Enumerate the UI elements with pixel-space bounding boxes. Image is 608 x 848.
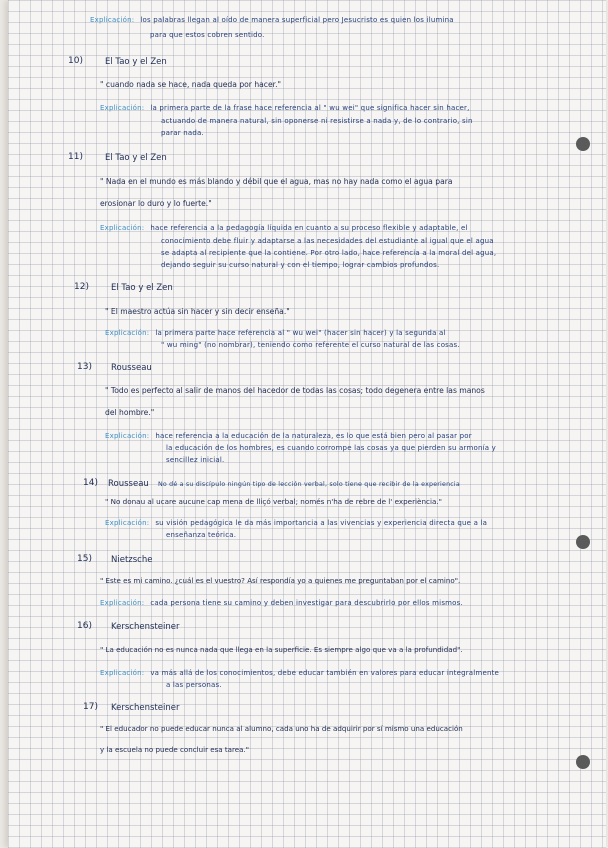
explanation-line: la educación de los hombres, es cuando corrompe las cosas ya que pierden su armonía y xyxy=(166,444,497,452)
item-quote: " El maestro actúa sin hacer y sin decir enseña." xyxy=(105,307,290,316)
item-explanation: Explicación: hace referencia a la educación de la naturaleza, es lo que está bien pero al pasar por xyxy=(105,432,472,440)
item-number: 10) xyxy=(68,56,83,66)
notebook-page xyxy=(8,0,606,848)
item-quote: erosionar lo duro y lo fuerte." xyxy=(100,199,212,208)
explanation-label: Explicación: xyxy=(105,329,150,337)
explanation-label: Explicación: xyxy=(100,669,145,677)
item-quote: " La educación no es nunca nada que llega en la superficie. Es siempre algo que va a la profundidad". xyxy=(100,645,463,654)
item-heading: Rousseau xyxy=(108,479,149,489)
item-quote: y la escuela no puede concluir esa tarea." xyxy=(100,745,250,754)
item-number: 17) xyxy=(83,702,98,712)
explanation-line: parar nada. xyxy=(161,129,204,137)
explanation-line: " wu ming" (no nombrar), teniendo como referente el curso natural de las cosas. xyxy=(161,341,460,349)
item-heading: El Tao y el Zen xyxy=(105,153,167,163)
translation-note: No dé a su discípulo ningún tipo de lección verbal, solo tiene que recibir de la experiencia xyxy=(158,481,460,488)
explanation-line: se adapta al recipiente que la contiene. Por otro lado, hace referencia a la moral del agua, xyxy=(161,249,497,257)
item-explanation: Explicación: hace referencia a la pedagogía líquida en cuanto a su proceso flexible y adaptable, el xyxy=(100,224,468,232)
explanation-line: enseñanza teórica. xyxy=(166,531,237,539)
item-heading: Kerschensteiner xyxy=(111,703,180,713)
item-number: 16) xyxy=(77,621,92,631)
item-explanation: Explicación: va más allá de los conocimientos, debe educar también en valores para educar integralmente xyxy=(100,669,500,677)
explanation-line: sencillez inicial. xyxy=(166,456,225,464)
explanation-line: actuando de manera natural, sin oponerse ni resistirse a nada y, de lo contrario, sin xyxy=(161,117,473,125)
item-heading: El Tao y el Zen xyxy=(111,283,173,293)
item-quote: " Este es mi camino. ¿cuál es el vuestro? Así respondía yo a quienes me preguntaban por el camino". xyxy=(100,576,461,585)
binder-hole xyxy=(576,755,590,769)
item-quote: " cuando nada se hace, nada queda por hacer." xyxy=(100,80,281,89)
item-heading: Nietzsche xyxy=(111,555,153,565)
explanation-label: Explicación: xyxy=(100,104,145,112)
explanation-line: conocimiento debe fluir y adaptarse a las necesidades del estudiante al igual que el agua xyxy=(161,237,494,245)
item-quote: " Todo es perfecto al salir de manos del hacedor de todas las cosas; todo degenera entre las manos xyxy=(105,386,485,395)
item-heading: Kerschensteiner xyxy=(111,622,180,632)
item-explanation: Explicación: la primera parte de la frase hace referencia al " wu wei" que significa hacer sin hacer, xyxy=(100,104,470,112)
intro-text: los palabras llegan al oído de manera superficial pero Jesucristo es quien los ilumina xyxy=(140,16,454,24)
item-number: 13) xyxy=(77,362,92,372)
item-quote: " El educador no puede educar nunca al alumno, cada uno ha de adquirir por sí mismo una educación xyxy=(100,724,463,733)
explanation-label: Explicación: xyxy=(100,224,145,232)
item-explanation: Explicación: cada persona tiene su camino y deben investigar para descubrirlo por ellos mismos. xyxy=(100,599,463,607)
item-quote: " Nada en el mundo es más blando y débil que el agua, mas no hay nada como el agua para xyxy=(100,177,453,186)
item-number: 14) xyxy=(83,478,98,488)
explanation-label: Explicación: xyxy=(105,432,150,440)
item-quote: del hombre." xyxy=(105,408,155,417)
item-explanation: Explicación: su visión pedagógica le da más importancia a las vivencias y experiencia directa que a la xyxy=(105,519,488,527)
intro-line-2: para que estos cobren sentido. xyxy=(150,31,265,39)
binder-hole xyxy=(576,137,590,151)
item-quote: " No donau al ucare aucune cap mena de lliçó verbal; només n'ha de rebre de l' experiència." xyxy=(105,497,442,506)
binder-hole xyxy=(576,535,590,549)
item-heading: Rousseau xyxy=(111,363,152,373)
explanation-line: dejando seguir su curso natural y con el tiempo, lograr cambios profundos. xyxy=(161,261,440,269)
item-heading: El Tao y el Zen xyxy=(105,57,167,67)
explanation-label: Explicación: xyxy=(90,16,135,24)
intro-line xyxy=(90,16,454,24)
explanation-label: Explicación: xyxy=(100,599,145,607)
item-number: 11) xyxy=(68,152,83,162)
item-explanation: Explicación: la primera parte hace referencia al " wu wei" (hacer sin hacer) y la segunda al xyxy=(105,329,446,337)
explanation-label: Explicación: xyxy=(105,519,150,527)
item-number: 15) xyxy=(77,554,92,564)
explanation-line: a las personas. xyxy=(166,681,222,689)
item-number: 12) xyxy=(74,282,89,292)
